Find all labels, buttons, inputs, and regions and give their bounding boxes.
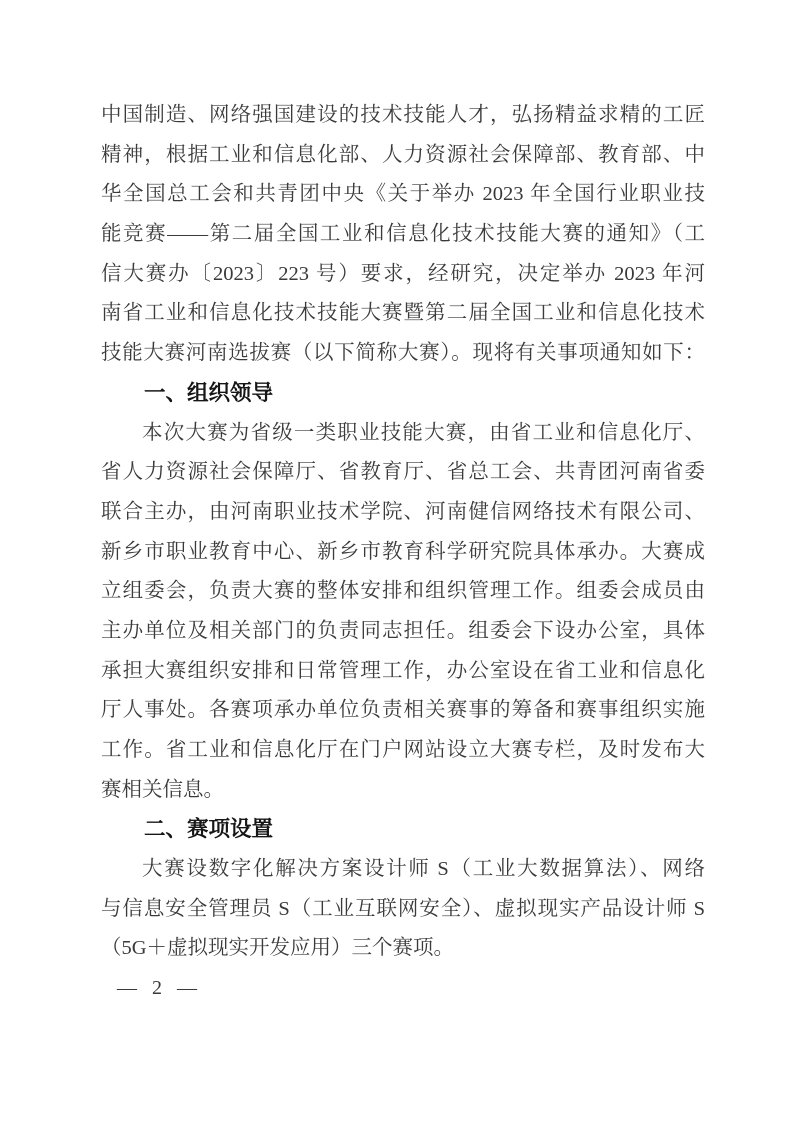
paragraph-line: 立组委会，负责大赛的整体安排和组织管理工作。组委会成员由 (101, 580, 705, 603)
page-number: — 2 — (117, 977, 202, 1000)
paragraph-line: 华全国总工会和共青团中央《关于举办 2023 年全国行业职业技 (101, 183, 705, 206)
paragraph-line: 精神，根据工业和信息化部、人力资源社会保障部、教育部、中 (101, 143, 705, 166)
paragraph-first-line: 本次大赛为省级一类职业技能大赛，由省工业和信息化厅、 (142, 421, 705, 444)
paragraph-line: 中国制造、网络强国建设的技术技能人才，弘扬精益求精的工匠 (101, 104, 705, 126)
paragraph-last-line: （5G＋虚拟现实开发应用）三个赛项。 (101, 937, 455, 960)
paragraph-line: 与信息安全管理员 S（工业互联网安全）、虚拟现实产品设计师 S (101, 897, 705, 920)
paragraph-line: 南省工业和信息化技术技能大赛暨第二届全国工业和信息化技术 (101, 302, 705, 325)
paragraph-line: 新乡市职业教育中心、新乡市教育科学研究院具体承办。大赛成 (101, 540, 705, 563)
section-heading-events: 二、赛项设置 (144, 817, 274, 843)
section-heading-organization: 一、组织领导 (144, 380, 274, 406)
paragraph-line: 技能大赛河南选拔赛（以下简称大赛）。现将有关事项通知如下： (101, 342, 705, 365)
paragraph-line: 主办单位及相关部门的负责同志担任。组委会下设办公室，具体 (101, 619, 705, 642)
paragraph-line: 能竞赛——第二届全国工业和信息化技术技能大赛的通知》（工 (101, 223, 705, 246)
paragraph-line: 联合主办，由河南职业技术学院、河南健信网络技术有限公司、 (101, 500, 705, 523)
paragraph-line: 信大赛办〔2023〕223 号）要求，经研究，决定举办 2023 年河 (101, 262, 705, 285)
paragraph-line: 省人力资源社会保障厅、省教育厅、省总工会、共青团河南省委 (101, 461, 705, 484)
paragraph-last-line: 赛相关信息。 (101, 778, 224, 801)
paragraph-line: 厅人事处。各赛项承办单位负责相关赛事的筹备和赛事组织实施 (101, 699, 705, 722)
paragraph-line: 工作。省工业和信息化厅在门户网站设立大赛专栏，及时发布大 (101, 739, 705, 761)
paragraph-line: 承担大赛组织安排和日常管理工作，办公室设在省工业和信息化 (101, 659, 705, 682)
paragraph-first-line: 大赛设数字化解决方案设计师 S（工业大数据算法）、网络 (142, 858, 705, 881)
document-body (101, 96, 705, 1009)
